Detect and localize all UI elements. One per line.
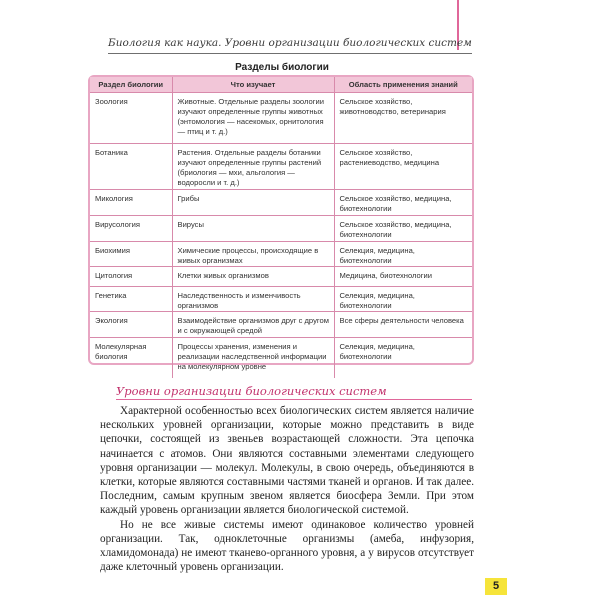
section-heading: Уровни организации биологических систем <box>116 384 387 398</box>
table-row <box>90 338 472 378</box>
cell-section: Ботаника <box>90 144 172 190</box>
cell-application: Селекция, медицина, биотехнологии <box>339 342 415 361</box>
cell-section: Генетика <box>90 287 172 312</box>
paragraph: Характерной особенностью всех биологических систем является наличие нескольких уровней организации, которые можно представить в виде цепочки, состоящей из звеньев возрастающей сложности. Эта цепочка начинается с атомов. Они являются составными элементами следующего уровня организации — молекул. Молекулы, в свою очередь, объединяются в клетки, которые являются составными частями тканей и органов. И так далее. Последним, самым крупным звеном является биосфера Земли. При этом каждый уровень организации является биологической системой. <box>100 405 474 517</box>
cell-studies: Животные. Отдельные разделы зоологии изучают определенные группы животных (энтомология — насекомых, орнитология — птиц и т. д.) <box>172 93 334 144</box>
cell-application: Сельское хозяйство, медицина, биотехнологии <box>334 216 472 242</box>
cell-studies: Клетки живых организмов <box>172 267 334 287</box>
column-header-application: Область применения знаний <box>334 77 472 93</box>
cell-section: Цитология <box>90 267 172 287</box>
paragraph: Но не все живые системы имеют одинаковое количество уровней организации. Так, одноклеточные организмы (амеба, инфузория, хламидомонада) не имеют тканево-органного уровня, а у вирусов отсутствует даже клеточный уровень организации. <box>100 518 474 574</box>
column-header-studies: Что изучает <box>172 77 334 93</box>
cell-studies: Вирусы <box>172 216 334 242</box>
section-heading-underline <box>116 399 472 400</box>
table-row <box>90 312 472 338</box>
column-header-section: Раздел биологии <box>90 77 172 93</box>
cell-studies: Растения. Отдельные разделы ботаники изучают определенные группы растений (бриология — мхи, альгология — водоросли и т. д.) <box>172 144 334 190</box>
cell-section: Биохимия <box>90 242 172 267</box>
cell-studies: Процессы хранения, изменения и реализации наследственной информации на молекулярном уровне <box>172 338 334 378</box>
table-row <box>90 190 472 216</box>
cell-application: Все сферы деятельности человека <box>334 312 472 338</box>
table-row <box>90 242 472 267</box>
running-head: Биология как наука. Уровни организации биологических систем <box>108 37 472 49</box>
table-row <box>90 216 472 242</box>
cell-application: Сельское хозяйство, растениеводство, медицина <box>334 144 472 190</box>
cell-section: Молекулярная биология <box>90 338 172 378</box>
cell-section: Экология <box>90 312 172 338</box>
cell-studies: Химические процессы, происходящие в живых организмах <box>172 242 334 267</box>
cell-studies: Наследственность и изменчивость организмов <box>172 287 334 312</box>
table-title: Разделы биологии <box>235 62 329 73</box>
cell-application: Селекция, медицина, биотехнологии <box>334 287 472 312</box>
table-header-row <box>90 77 472 93</box>
cell-application: Селекция, медицина, биотехнологии <box>334 242 472 267</box>
table-row <box>90 267 472 287</box>
biology-sections-table <box>88 75 474 371</box>
cell-application: Медицина, биотехнологии <box>334 267 472 287</box>
table-row <box>90 93 472 144</box>
header-divider <box>108 53 472 54</box>
cell-studies: Грибы <box>172 190 334 216</box>
cell-section: Микология <box>90 190 172 216</box>
cell-section: Зоология <box>90 93 172 144</box>
body-text <box>100 404 474 574</box>
page-number: 5 <box>485 578 507 595</box>
cell-studies: Взаимодействие организмов друг с другом и с окружающей средой <box>172 312 334 338</box>
cell-section: Вирусология <box>90 216 172 242</box>
table-row <box>90 144 472 190</box>
table-row <box>90 287 472 312</box>
cell-application: Сельское хозяйство, животноводство, ветеринария <box>334 93 472 144</box>
cell-application: Сельское хозяйство, медицина, биотехнологии <box>334 190 472 216</box>
